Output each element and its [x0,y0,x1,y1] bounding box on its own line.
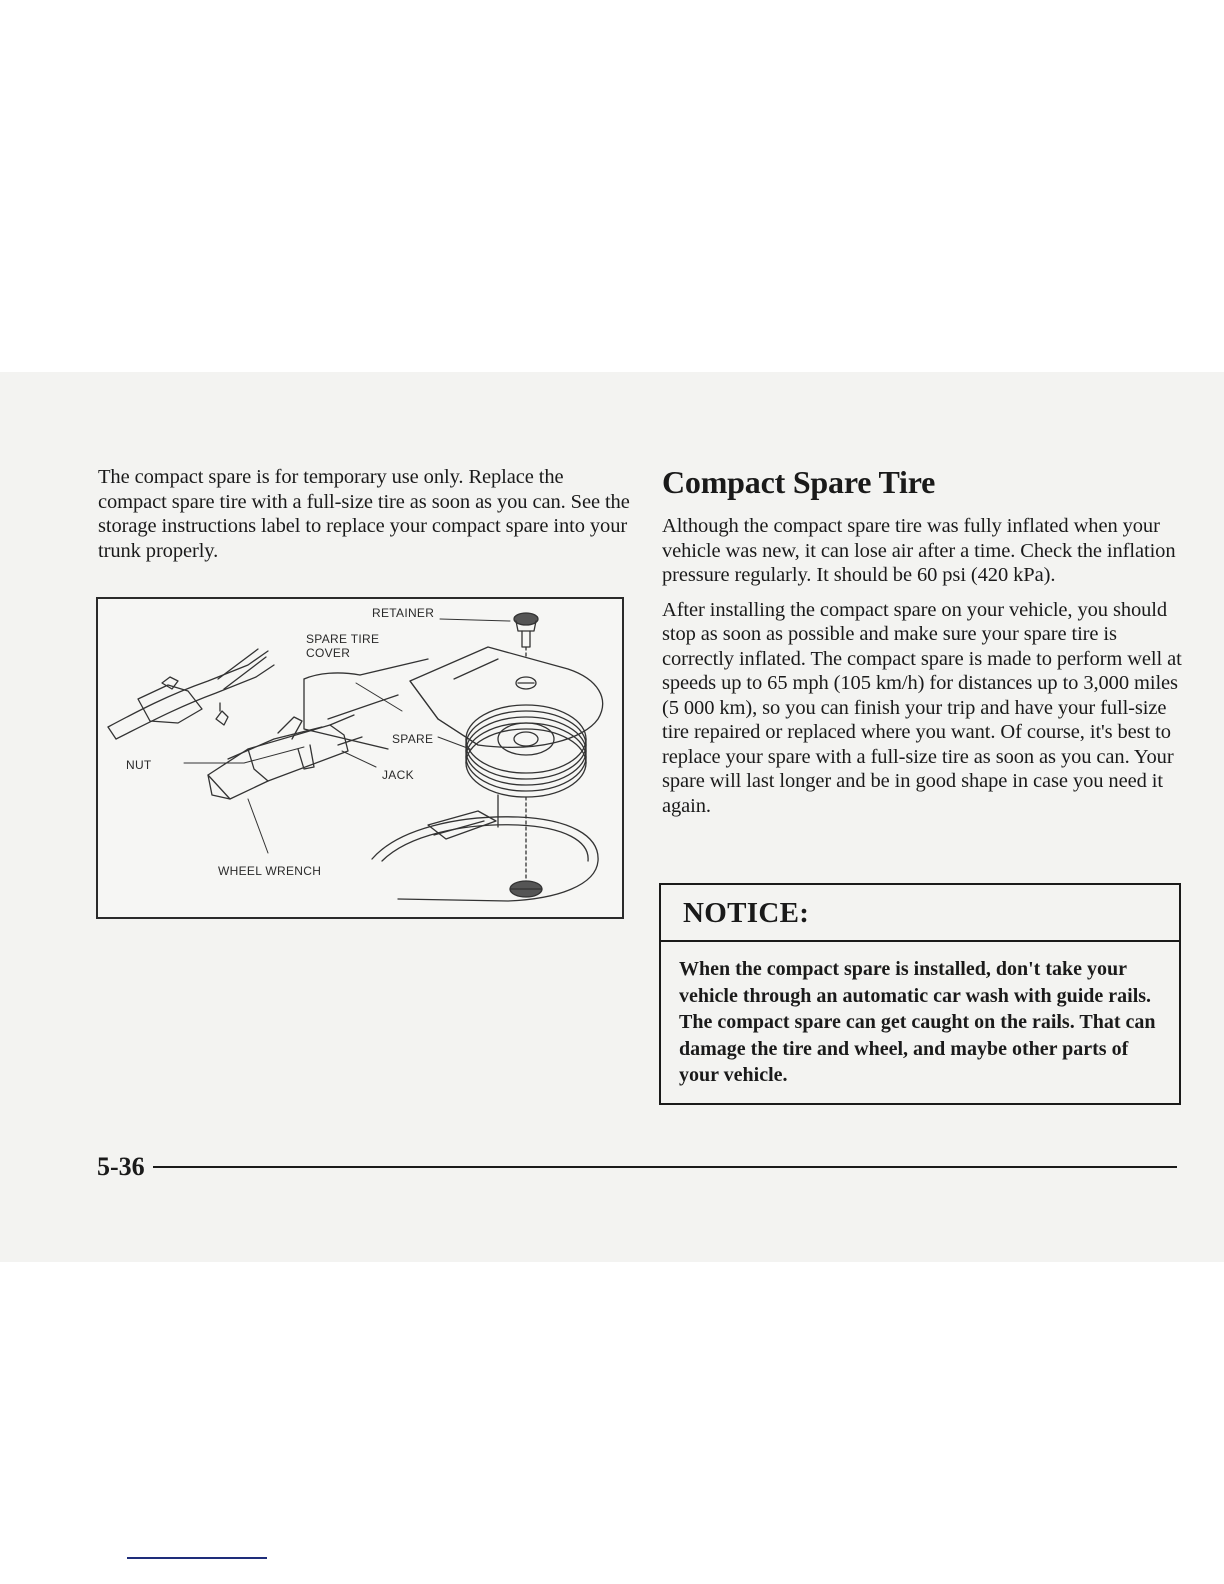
label-spare-tire-cover-line2: COVER [306,646,351,660]
retainer-drawing [514,613,538,659]
left-column [98,465,630,563]
speed-limit-paragraph: After installing the compact spare on your vehicle, you should stop as soon as possible and make sure your spare tire is correctly inflated. The compact spare is made to perform well at speeds up to 65 mph (105 km/h) for distances up to 3,000 miles (5 000 km), so you can finish your trip and have your full-size tire repaired or replaced where you want. Of course, it's best to replace your spare with a full-size tire as soon as you can. Your spare will last longer and be in good shape in case you need it again. [662,598,1182,817]
spare-tire-drawing [466,705,586,889]
notice-text: When the compact spare is installed, don't take your vehicle through an automatic car wash with guide rails. The compact spare can get caught on the rails. That can damage the tire and wheel, and maybe other parts of your vehicle. [679,958,1156,1086]
section-title: Compact Spare Tire [662,464,936,500]
label-nut: NUT [126,758,152,772]
spare-tire-well-drawing [372,795,598,901]
notice-heading: NOTICE: [661,885,1179,942]
spare-tire-cover-drawing [410,647,603,747]
bottom-link-underline [127,1557,267,1559]
wheel-wrench-drawing [108,649,274,739]
page-number: 5-36 [97,1152,145,1181]
inflation-paragraph: Although the compact spare tire was fully inflated when your vehicle was new, it can lose air after a time. Check the inflation pressure regularly. It should be 60 psi (420 kPa). [662,515,1176,586]
footer-rule [153,1166,1177,1168]
jack-drawing [208,703,362,799]
label-spare-tire-cover-line1: SPARE TIRE [306,632,380,646]
spare-tire-diagram [98,599,622,917]
notice-box [659,883,1181,1105]
spare-tire-illustration [96,597,624,919]
right-column [662,462,1182,828]
temporary-use-paragraph: The compact spare is for temporary use only. Replace the compact spare tire with a full-size tire as soon as you can. See the storage instructions label to replace your compact spare into your trunk properly. [98,466,630,562]
label-spare: SPARE [392,732,434,746]
label-wheel-wrench: WHEEL WRENCH [218,864,322,878]
label-retainer: RETAINER [372,606,435,620]
label-jack: JACK [382,768,414,782]
page-footer [97,1150,1177,1184]
